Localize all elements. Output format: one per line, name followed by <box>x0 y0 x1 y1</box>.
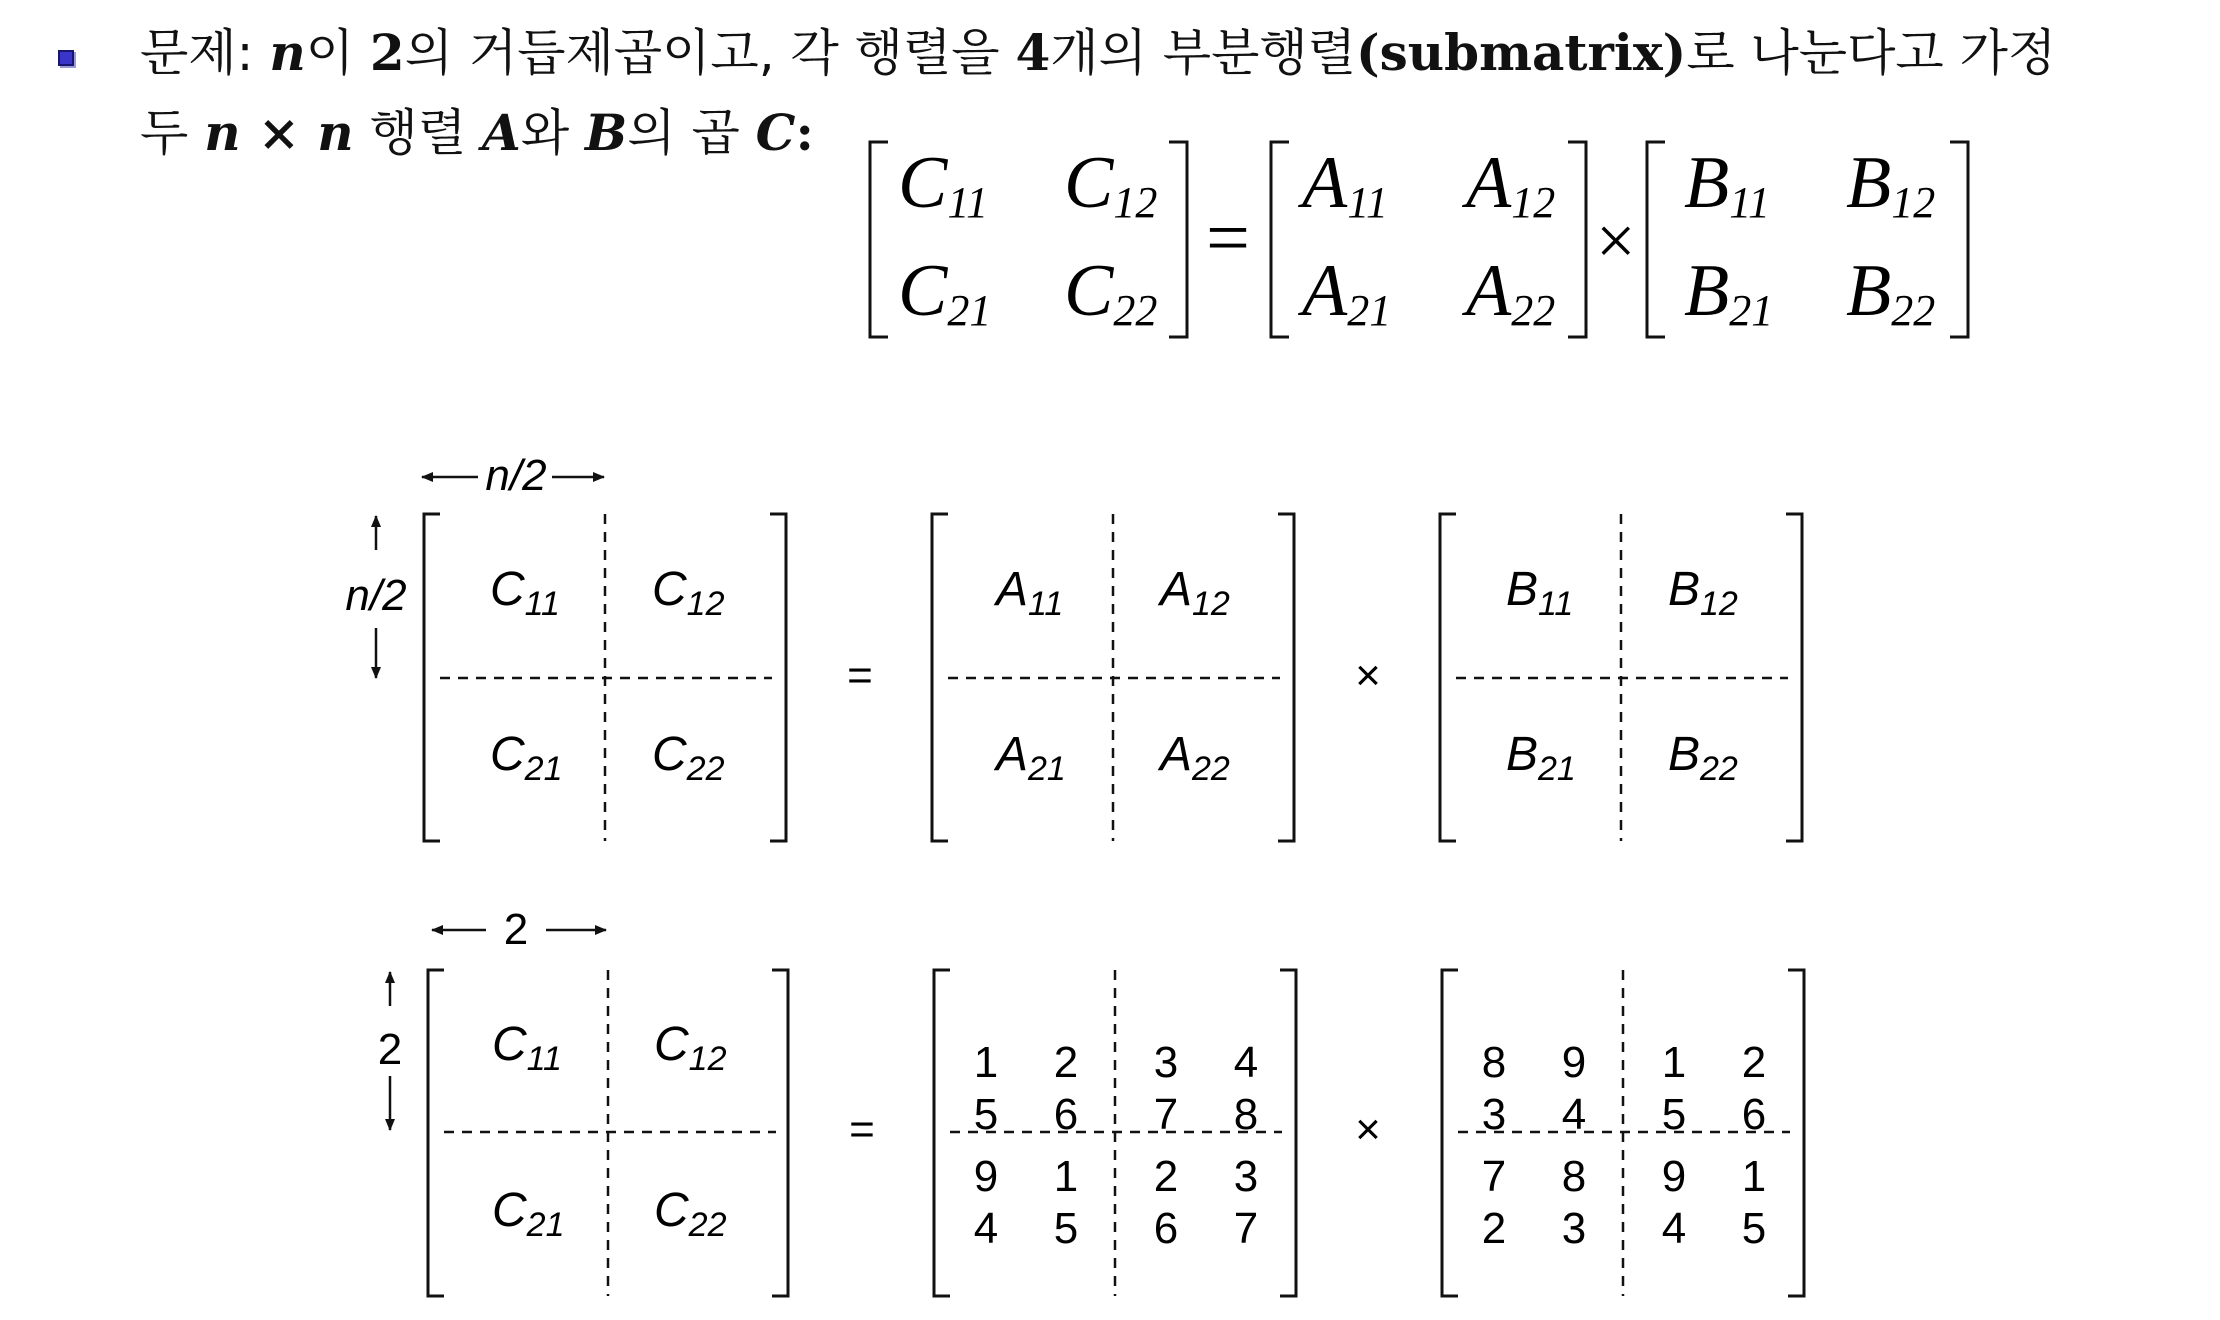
matrix-b-cell-r1c1: 8 <box>1481 1038 1507 1087</box>
d1-B21: $B_{21}$ <box>1506 728 1576 788</box>
text-segment: 두 <box>140 104 205 162</box>
eq-C22: C22 <box>1064 250 1158 335</box>
dim2-top-label: 2 <box>503 905 529 954</box>
matrix-a-cell-r3c4: 3 <box>1233 1152 1259 1201</box>
eq-A11: A11 <box>1302 142 1388 227</box>
block-matrix-equation <box>0 0 2220 360</box>
matrix-b-cell-r1c4: 2 <box>1741 1038 1767 1087</box>
math-n: n <box>269 23 306 82</box>
d1-B22: $B_{22}$ <box>1668 728 1738 788</box>
equation-entries <box>898 142 1935 335</box>
d2-C12: $C_{12}$ <box>654 1018 727 1078</box>
matrix-a-cell-r1c3: 3 <box>1153 1038 1179 1087</box>
text-segment: 행렬 <box>353 104 483 162</box>
dim2-left-label: 2 <box>377 1025 403 1074</box>
math-n-times-n: n × n <box>204 103 354 162</box>
text-segment: 문제: <box>140 24 270 82</box>
d1-C12: $C_{12}$ <box>652 563 725 623</box>
text-segment: 이 <box>305 24 370 82</box>
text-segment: 의 거듭제곱이고, 각 행렬을 <box>404 24 1016 82</box>
d2-equals: = <box>849 1105 875 1154</box>
d1-A11: $A_{11}$ <box>996 563 1064 623</box>
matrix-a-cell-r2c3: 7 <box>1153 1090 1179 1139</box>
d2-C22: $C_{22}$ <box>654 1184 727 1244</box>
eq-C11: C11 <box>898 142 989 227</box>
eq-times: × <box>1596 203 1636 280</box>
eq-B12: B12 <box>1846 142 1936 227</box>
matrix-b-cell-r1c3: 1 <box>1661 1038 1687 1087</box>
d1-partitions <box>440 514 1788 841</box>
matrix-b-cell-r3c2: 8 <box>1561 1152 1587 1201</box>
matrix-a-cell-r2c4: 8 <box>1233 1090 1259 1139</box>
matrix-a-cell-r1c4: 4 <box>1233 1038 1259 1087</box>
matrix-b-cell-r3c4: 1 <box>1741 1152 1767 1201</box>
matrix-a-cell-r1c2: 2 <box>1053 1038 1079 1087</box>
d1-times: × <box>1355 651 1381 700</box>
math-four: 4 <box>1015 23 1051 82</box>
matrix-a-cell-r3c3: 2 <box>1153 1152 1179 1201</box>
d1-B11: $B_{11}$ <box>1506 563 1574 623</box>
d2-times: × <box>1355 1105 1381 1154</box>
submatrix-term: (submatrix) <box>1355 23 1687 82</box>
matrix-b-cell-r1c2: 9 <box>1561 1038 1587 1087</box>
matrix-b-cell-r4c2: 3 <box>1561 1204 1587 1253</box>
matrix-b-cell-r2c2: 4 <box>1561 1090 1587 1139</box>
math-C: C <box>755 103 796 162</box>
equation-brackets <box>870 142 1968 337</box>
matrix-b-cell-r4c4: 5 <box>1741 1204 1767 1253</box>
matrix-b-cell-r3c1: 7 <box>1481 1152 1507 1201</box>
matrix-a-cell-r4c2: 5 <box>1053 1204 1079 1253</box>
eq-C21: C21 <box>898 250 992 335</box>
matrix-a-cell-r4c4: 7 <box>1233 1204 1259 1253</box>
d2-C11: $C_{11}$ <box>492 1018 562 1078</box>
d1-A21: $A_{21}$ <box>996 728 1066 788</box>
matrix-a-cell-r4c3: 6 <box>1153 1204 1179 1253</box>
d1-equals: = <box>847 651 873 700</box>
matrix-b-cell-r2c3: 5 <box>1661 1090 1687 1139</box>
text-segment: 의 곱 <box>627 104 756 162</box>
dim-top-label: n/2 <box>485 451 547 500</box>
math-two: 2 <box>369 23 405 82</box>
eq-A12: A12 <box>1466 142 1556 227</box>
dim-left-label: n/2 <box>345 571 407 620</box>
eq-B11: B11 <box>1684 142 1770 227</box>
matrix-b-cell-r2c1: 3 <box>1481 1090 1507 1139</box>
d1-C11: $C_{11}$ <box>490 563 560 623</box>
math-colon: : <box>795 103 814 162</box>
diagram-1 <box>345 451 1802 841</box>
partition-diagram <box>0 360 2220 1320</box>
math-A: A <box>482 103 521 162</box>
matrix-b-cell-r4c1: 2 <box>1481 1204 1507 1253</box>
matrix-a-cell-r2c2: 6 <box>1053 1090 1079 1139</box>
d1-A22: $A_{22}$ <box>1160 728 1230 788</box>
matrix-b-cell-r3c3: 9 <box>1661 1152 1687 1201</box>
matrix-a-cell-r1c1: 1 <box>973 1038 999 1087</box>
eq-B21: B21 <box>1684 250 1774 335</box>
eq-A22: A22 <box>1466 250 1556 335</box>
d2-C21: $C_{21}$ <box>492 1184 565 1244</box>
matrix-a-cell-r3c1: 9 <box>973 1152 999 1201</box>
matrix-b-cell-r2c4: 6 <box>1741 1090 1767 1139</box>
matrix-b-cell-r4c3: 4 <box>1661 1204 1687 1253</box>
text-segment: 로 나눈다고 가정 <box>1686 24 2057 82</box>
matrix-a-cell-r4c1: 4 <box>973 1204 999 1253</box>
matrix-a-cell-r3c2: 1 <box>1053 1152 1079 1201</box>
eq-equals: = <box>1206 194 1250 281</box>
d1-B12: $B_{12}$ <box>1668 563 1738 623</box>
math-B: B <box>585 103 628 162</box>
d1-C22: $C_{22}$ <box>652 728 725 788</box>
text-segment: 개의 부분행렬 <box>1050 24 1356 82</box>
matrix-a-cell-r2c1: 5 <box>973 1090 999 1139</box>
eq-A21: A21 <box>1302 250 1392 335</box>
text-segment: 와 <box>520 104 586 162</box>
d1-C21: $C_{21}$ <box>490 728 563 788</box>
d1-A12: $A_{12}$ <box>1160 563 1230 623</box>
d2-partitions <box>444 970 1790 1296</box>
diagram-2 <box>378 905 1804 1296</box>
matrix-A-values <box>974 1038 1258 1253</box>
eq-C12: C12 <box>1064 142 1158 227</box>
eq-B22: B22 <box>1846 250 1936 335</box>
matrix-B-values <box>1482 1038 1766 1253</box>
